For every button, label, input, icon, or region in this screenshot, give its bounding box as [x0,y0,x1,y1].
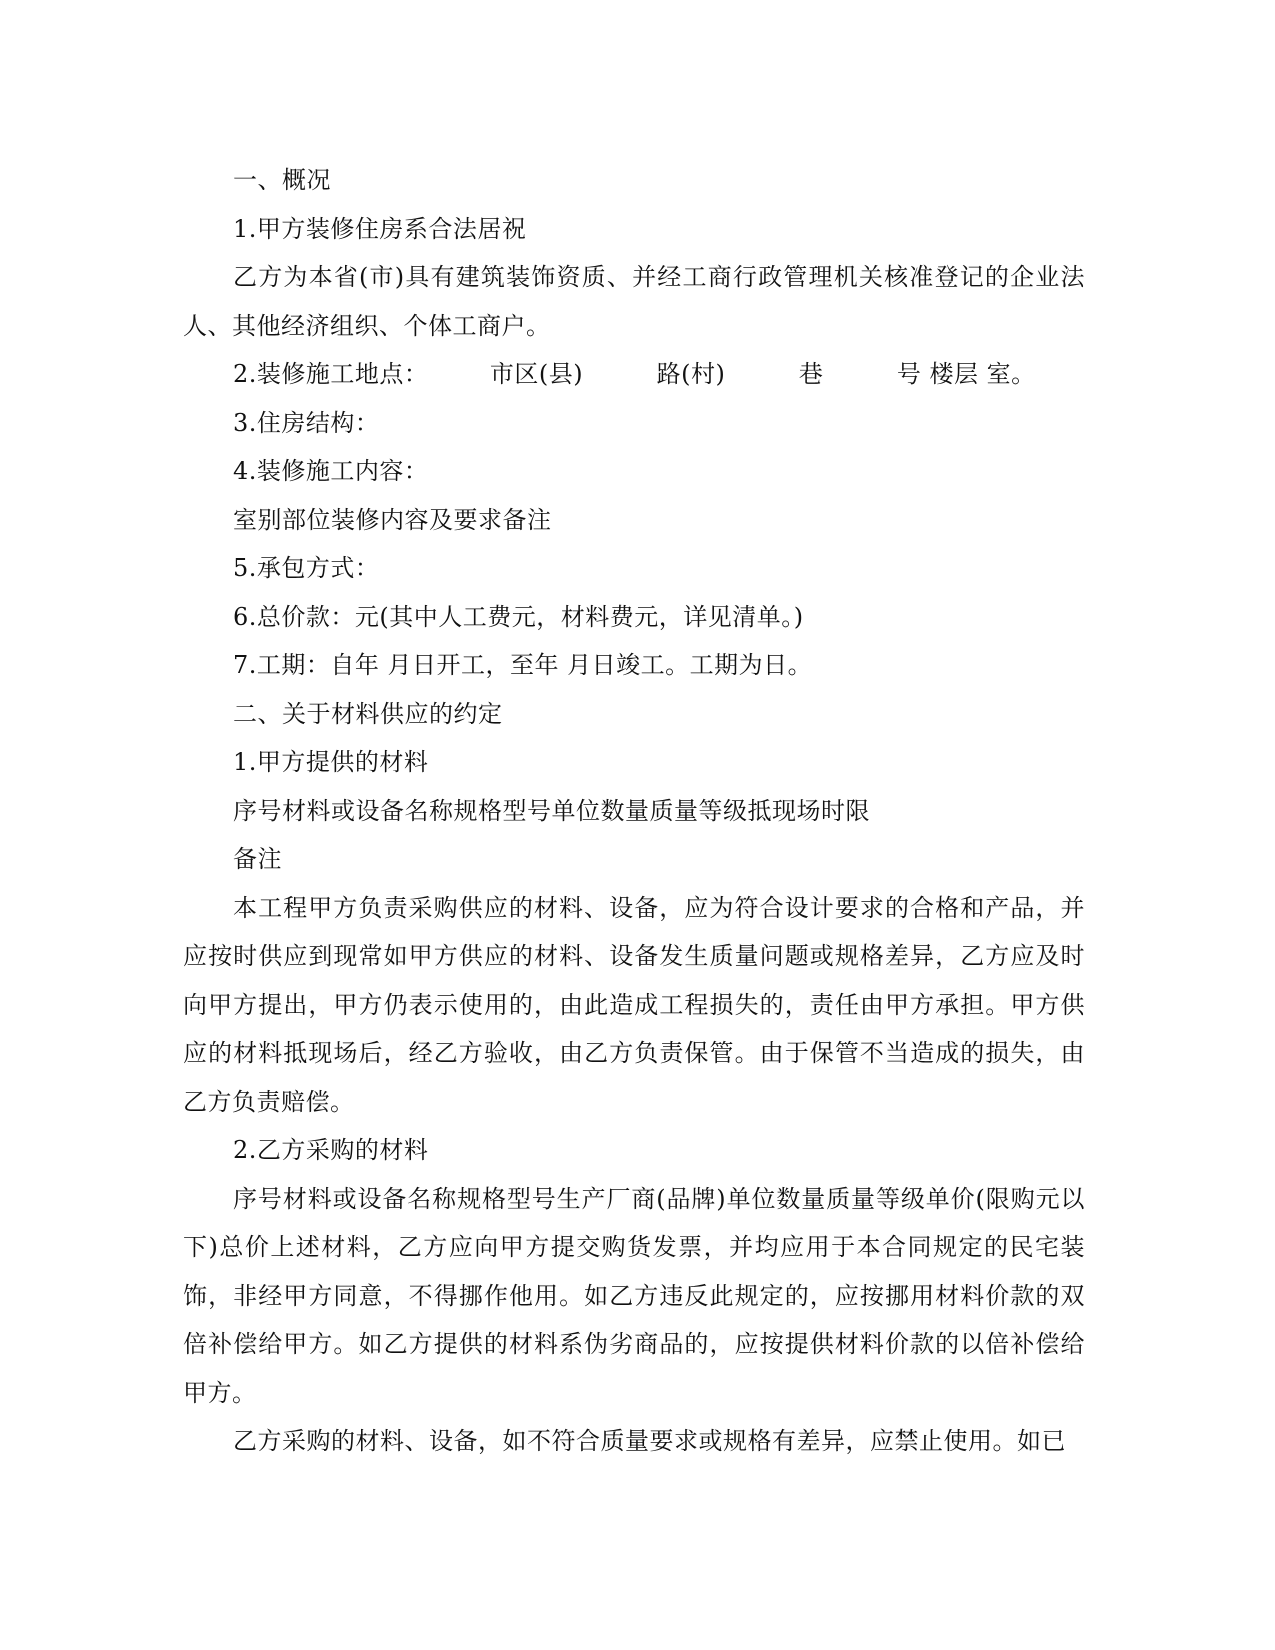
table-header-rooms: 室别部位装修内容及要求备注 [233,505,552,534]
clause-6-total-price: 6.总价款：元(其中人工费元，材料费元，详见清单。) [233,602,804,631]
clause-party-b-materials: 2.乙方采购的材料 [233,1136,429,1164]
clause-party-a-materials: 1.甲方提供的材料 [233,748,429,776]
paragraph-party-a-responsibility: 本工程甲方负责采购供应的材料、设备，应为符合设计要求的合格和产品，并应按时供应到现常如甲方供应的材料、设备发生质量问题或规格差异，乙方应及时向甲方提出，甲方仍表示使用的，由此造成工程损失的，责任由甲方承担。甲方供应的材料抵现场后，经乙方验收，由乙方负责保管。由于保管不当造成的损失，由乙方负责赔偿。 [183,893,1085,1116]
clause-5-contract-method: 5.承包方式： [233,554,380,582]
paragraph-party-b-quality: 乙方采购的材料、设备，如不符合质量要求或规格有差异，应禁止使用。如已 [233,1427,1066,1455]
clause-3-structure: 3.住房结构： [233,408,380,437]
table-header-remarks: 备注 [233,845,282,873]
clause-2-location: 2.装修施工地点： 市区(县) 路(村) 巷 号 楼层 室。 [233,360,1036,388]
clause-7-duration: 7.工期：自年 月日开工，至年 月日竣工。工期为日。 [233,651,813,679]
table-header-party-a-materials: 序号材料或设备名称规格型号单位数量质量等级抵现场时限 [233,796,870,825]
document-body [183,156,1085,1466]
clause-4-content: 4.装修施工内容： [233,457,429,485]
paragraph-party-b-materials: 序号材料或设备名称规格型号生产厂商(品牌)单位数量质量等级单价(限购元以下)总价上述材料，乙方应向甲方提交购货发票，并均应用于本合同规定的民宅装饰，非经甲方同意，不得挪作他用。如乙方违反此规定的，应按挪用材料价款的双倍补偿给甲方。如乙方提供的材料系伪劣商品的，应按提供材料价款的以倍补偿给甲方。 [183,1184,1085,1407]
paragraph-party-b-qualification: 乙方为本省(市)具有建筑装饰资质、并经工商行政管理机关核准登记的企业法人、其他经济组织、个体工商户。 [183,263,1085,340]
section-heading-materials: 二、关于材料供应的约定 [233,699,503,728]
section-heading-overview: 一、概况 [233,166,331,194]
clause-1-housing: 1.甲方装修住房系合法居祝 [233,214,527,243]
